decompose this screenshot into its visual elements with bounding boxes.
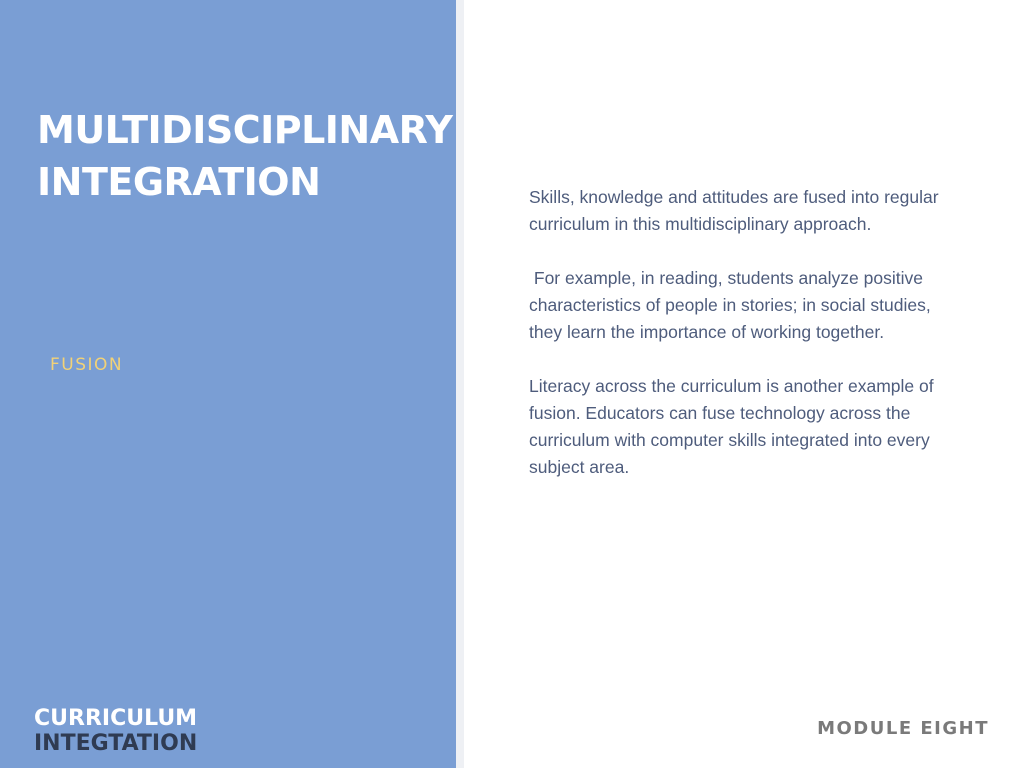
- slide-title-line-1: MULTIDISCIPLINARY: [37, 108, 453, 152]
- section-subtitle: FUSION: [50, 355, 124, 375]
- course-title: [34, 706, 197, 756]
- module-label: MODULE EIGHT: [817, 718, 989, 739]
- body-text: [529, 184, 949, 508]
- course-title-line-2: INTEGTATION: [34, 731, 198, 756]
- body-paragraph: Skills, knowledge and attitudes are fused into regular curriculum in this multidisciplinary approach.: [529, 187, 939, 234]
- body-paragraph: For example, in reading, students analyze positive characteristics of people in stories; in social studies, they learn the importance of working together.: [529, 268, 936, 342]
- body-paragraph: Literacy across the curriculum is another example of fusion. Educators can fuse technology across the curriculum with computer skills integrated into every subject area.: [529, 376, 934, 477]
- course-title-line-1: CURRICULUM: [34, 706, 198, 731]
- slide-title-line-2: INTEGRATION: [37, 160, 321, 204]
- panel-divider: [456, 0, 464, 768]
- left-panel: [0, 0, 456, 768]
- slide-title: [37, 104, 453, 208]
